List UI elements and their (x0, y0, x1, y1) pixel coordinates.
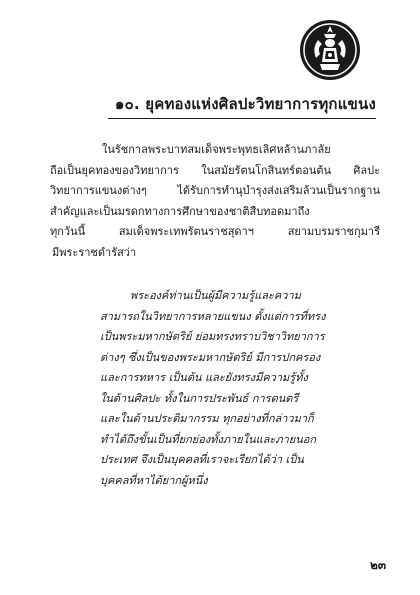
quote-line: ทำได้ถึงขั้นเป็นที่ยกย่องทั้งภายในและภายนอก (100, 432, 316, 446)
page-number: ๒๓ (370, 558, 387, 572)
royal-speech-quote (100, 286, 340, 491)
quote-line: ต่างๆ ซึ่งเป็นของพระมหากษัตริย์ มีการปกครอง (100, 350, 321, 364)
quote-line: ในด้านศิลปะ ทั้งในการประพันธ์ การดนตรี (100, 391, 299, 405)
body-line: มีพระราชดำรัสว่า (52, 245, 137, 259)
page-title: ๑๐. ยุคทองแห่งศิลปะวิทยาการทุกแขนง (114, 95, 376, 113)
quote-line: และในด้านประติมากรรม ทุกอย่างที่กล่าวมาก็ (100, 412, 314, 425)
quote-line: เป็นพระมหากษัตริย์ ย่อมทรงทราบวิชาวิทยาการ (100, 330, 325, 343)
body-line: ทุกวันนี้ สมเด็จพระเทพรัตนราชสุดาฯ สยามบรมราชกุมารี (50, 225, 380, 238)
quote-line: และการทหาร เป็นต้น และยังทรงมีความรู้ทั้ง (100, 371, 308, 384)
quote-line: พระองค์ท่านเป็นผู้มีความรู้และความ (130, 289, 301, 302)
body-line: สำคัญและเป็นมรดกทางการศึกษาของชาติสืบทอดมาถึง (50, 204, 310, 218)
royal-emblem-seal-icon (298, 18, 362, 82)
body-line: ในรัชกาลพระบาทสมเด็จพระพุทธเลิศหล้านภาลัย (102, 143, 331, 156)
body-line: ถือเป็นยุคทองของวิทยาการ ในสมัยรัตนโกสินทร์ตอนต้น ศิลปะ (50, 163, 380, 177)
quote-line: บุคคลที่หาได้ยากผู้หนึ่ง (100, 473, 208, 487)
quote-line: ประเทศ จึงเป็นบุคคลที่เราจะเรียกได้ว่า เป็น (100, 453, 304, 466)
title-underline-divider (108, 118, 376, 119)
body-line: วิทยาการแขนงต่างๆ ได้รับการทำนุบำรุงส่งเสริมล้วนเป็นรากฐาน (50, 184, 380, 197)
chapter-heading (110, 92, 376, 116)
quote-line: สามารถในวิทยาการหลายแขนง ตั้งแต่การที่ทรง (100, 309, 326, 323)
body-paragraph (50, 140, 380, 263)
